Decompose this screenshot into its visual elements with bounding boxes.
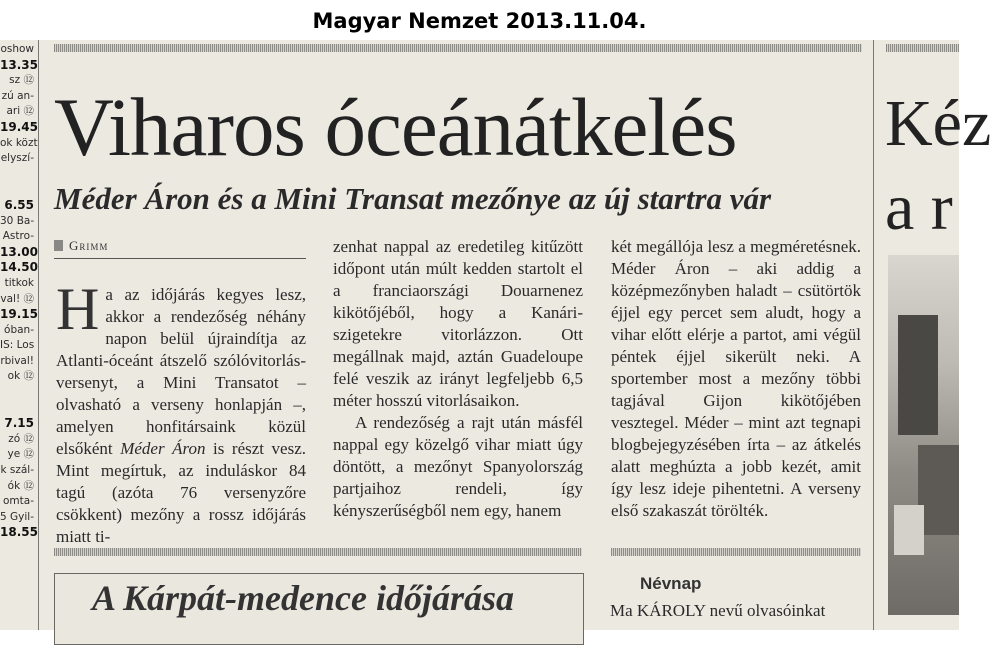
col1-name: Méder Áron [120, 439, 206, 458]
photo-shape [918, 445, 959, 535]
tv-listing-line: Astro- [2, 230, 34, 243]
tv-listing-line: zú an- [1, 89, 34, 102]
column-rule-right [873, 40, 874, 630]
source-label: Magyar Nemzet 2013.11.04. [312, 9, 647, 33]
tv-listing-line: 19.15 [0, 307, 38, 322]
tv-listing-line: 5 Gyil- [0, 510, 34, 523]
tv-listing-line: oshow [0, 43, 34, 55]
article-column-2 [333, 236, 583, 522]
tv-listing-line: 30 Ba- [0, 214, 35, 227]
tv-listing-line: ók ⑫ [7, 479, 34, 492]
right-headline [885, 82, 991, 250]
article-column-3 [611, 236, 861, 522]
col2-paragraph-1: zenhat nappal az eredetileg kitűzött időpont után múlt kedden startolt el a franciaországi Douarnenez kikötőjéből, hogy a Kanári-szigetekre vitorlázzon. Ott megállnak majd, aztán Guadeloupe felé veszik az irányt legfeljebb 6,5 méter hosszú vitorlásaikon. [333, 237, 583, 410]
column-rule-left [38, 40, 39, 630]
tv-listing-line: titkok [4, 276, 34, 289]
tv-listing-line: rbival! [0, 354, 34, 367]
col2-paragraph-2: A rendezőség a rajt után másfél nappal egy közelgő vihar miatt úgy döntött, a mezőnyt Spanyolország partjaihoz rendeli, így kényszerűségből nem egy, hanem [333, 413, 583, 520]
tv-listing-line: 14.50 [0, 260, 38, 275]
bottom-hatch-rule-2 [611, 548, 861, 556]
tv-listing-line: óban- [4, 323, 34, 336]
namedays-title: Névnap [640, 574, 702, 593]
newspaper-page [0, 40, 991, 630]
right-headline-line-2: a r [885, 171, 953, 244]
article-headline: Viharos óceánátkelés [54, 81, 737, 173]
byline-square-icon [54, 240, 63, 251]
tv-listing-line: ok közt [0, 136, 38, 149]
article-subtitle: Méder Áron és a Mini Transat mezőnye az új startra vár [54, 181, 772, 216]
tv-listing-line: 6.55 [4, 197, 34, 212]
top-hatch-rule-right [886, 44, 959, 52]
photo-shape [898, 315, 938, 435]
tv-listing-line: 13.00 [0, 244, 38, 259]
photo-shape [894, 505, 924, 555]
right-headline-line-1: Kéz [885, 87, 991, 160]
tv-listing-line: 13.35 [0, 57, 38, 72]
col1-text: a az időjárás kegyes lesz, akkor a rendezőség néhány napon belül újraindítja az Atlanti-óceánt átszelő szólóvitorlás-versenyt, a Mini Transatot – olvasható a verseny honlapján –, amelyen honfitársaink közül elsőként [56, 285, 306, 458]
tv-listing-column [0, 42, 38, 632]
weather-title: A Kárpát-medence időjárása [92, 578, 514, 618]
tv-listing-line: ari ⑫ [6, 105, 34, 118]
col3-paragraph: két megállója lesz a megméretésnek. Méder Áron – aki addig a középmezőnyben haladt – csütörtök éjjel egy percet sem aludt, hogy a vihar előtt elérje a partot, ami végül péntek éjjel sikerült neki. A sportember most a mezőny többi tagjával Gijon kikötőjében vesztegel. Méder – mint azt tegnapi blogbejegyzésében írta – az átkelés alatt meghúzta a jobb kezét, amit így lesz ideje pihentetni. A verseny első szakaszát törölték. [611, 237, 861, 520]
tv-listing-line: 7.15 [4, 416, 34, 431]
tv-listing-line: ok ⑫ [7, 370, 34, 383]
byline-author: Grimm [69, 238, 109, 253]
col1-end: is részt vesz. Mint megírtuk, az induláskor 84 tagú (azóta 76 versenyzőre csökkent) mezőny a rossz időjárás miatt ti- [56, 439, 306, 546]
tv-listing-line: 18.55 [0, 525, 38, 540]
tv-listing-line: ye ⑫ [7, 448, 34, 461]
article-column-1 [56, 276, 306, 548]
tv-listing-line: val! ⑫ [0, 292, 34, 305]
photo [888, 255, 959, 615]
namedays-text: Ma KÁROLY nevű olvasóinkat [610, 601, 826, 620]
tv-listing-line [0, 401, 34, 417]
tv-listing-line [0, 182, 34, 198]
bottom-hatch-rule [54, 548, 582, 556]
tv-listing-line [0, 167, 34, 183]
tv-listing-line: zó ⑫ [8, 432, 34, 445]
tv-listing-line: k szál- [0, 464, 34, 477]
tv-listing-line [0, 385, 34, 401]
top-hatch-rule [54, 44, 862, 52]
tv-listing-line: IS: Los [0, 339, 35, 352]
tv-listing-line: 19.45 [0, 119, 38, 134]
byline [54, 238, 306, 259]
tv-listing-line: omta- [3, 495, 34, 508]
dropcap: H [56, 276, 100, 342]
tv-listing-line: sz ⑫ [9, 74, 34, 87]
tv-listing-line: elyszí- [0, 152, 34, 165]
